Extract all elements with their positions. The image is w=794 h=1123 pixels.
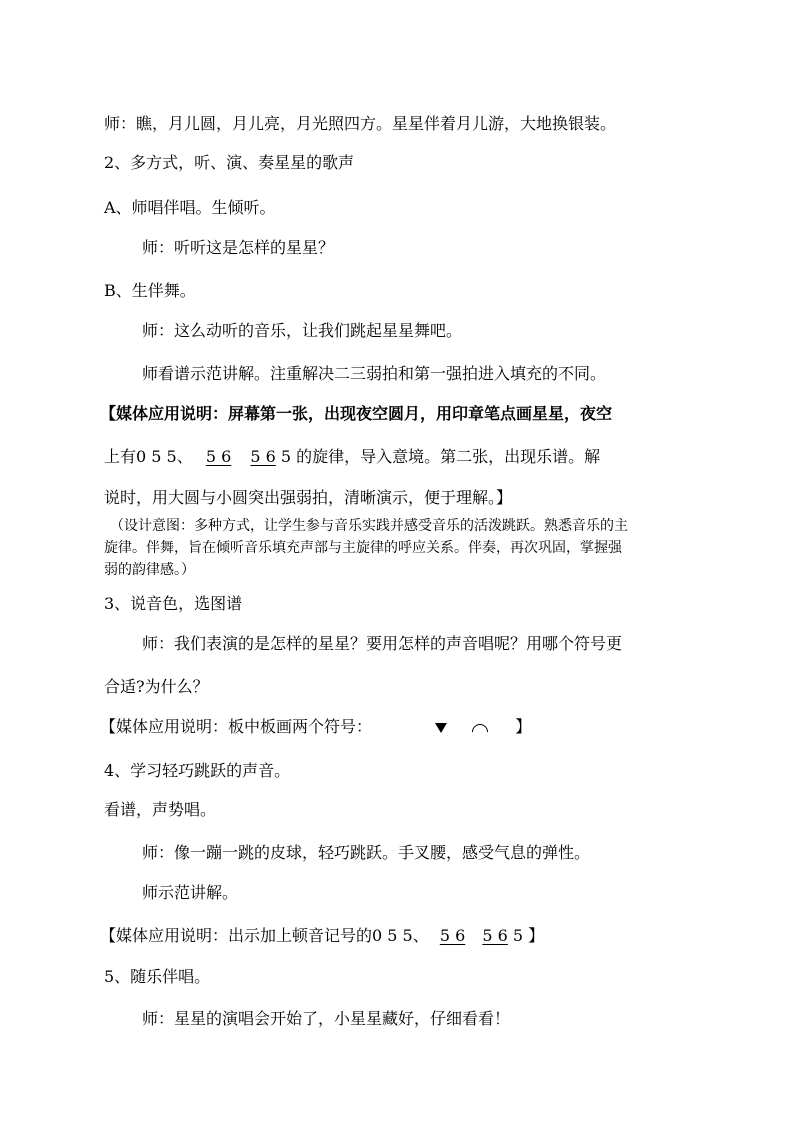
media-note-1b-prefix: 上有0 5 5、 xyxy=(104,447,193,466)
section-2a: A、师唱伴唱。生倾听。 xyxy=(104,198,276,217)
section-3-question-1: 师：我们表演的是怎样的星星？要用怎样的声音唱呢？用哪个符号更 xyxy=(142,634,623,653)
section-3-title: 3、说音色，选图谱 xyxy=(104,594,243,613)
media-note-1b xyxy=(104,446,600,468)
section-4-title: 4、学习轻巧跳跃的声音。 xyxy=(104,761,291,780)
media-note-symbols xyxy=(100,716,531,738)
section-2b: B、生伴舞。 xyxy=(104,281,196,300)
note-group-1: 5 6 xyxy=(205,447,232,466)
media-note-staccato xyxy=(100,925,544,947)
media-note-1a: 【媒体应用说明：屏幕第一张，出现夜空圆月，用印章笔点画星星，夜空 xyxy=(100,404,613,423)
teacher-demo: 师看谱示范讲解。注重解决二三弱拍和第一强拍进入填充的不同。 xyxy=(142,364,607,383)
staccato-triangle-icon xyxy=(435,723,447,733)
note-group-4: 5 6 xyxy=(482,926,508,945)
slur-arc-icon xyxy=(472,724,488,732)
media-note-symbols-end: 】 xyxy=(515,717,532,736)
media-note-staccato-prefix: 【媒体应用说明：出示加上顿音记号的0 5 5、 xyxy=(100,926,429,945)
section-2-title: 2、多方式，听、演、奏星星的歌声 xyxy=(104,153,355,172)
section-4-teacher-2: 师示范讲解。 xyxy=(142,883,239,902)
section-3-question-2: 合适?为什么？ xyxy=(104,677,209,696)
teacher-line-moon: 师：瞧，月儿圆，月儿亮，月光照四方。星星伴着月儿游，大地换银装。 xyxy=(104,114,617,133)
media-note-1b-suffix: 5 的旋律，导入意境。第二张，出现乐谱。解 xyxy=(280,447,601,466)
design-intent-3: 弱的韵律感。） xyxy=(104,562,195,578)
media-note-staccato-suffix: 5 】 xyxy=(512,926,545,945)
section-4-teacher-1: 师：像一蹦一跳的皮球，轻巧跳跃。手叉腰，感受气息的弹性。 xyxy=(142,843,591,862)
section-4-sub: 看谱，声势唱。 xyxy=(104,800,217,819)
design-intent-2: 旋律。伴舞，旨在倾听音乐填充声部与主旋律的呼应关系。伴奏，再次巩固，掌握强 xyxy=(104,540,622,556)
section-5-title: 5、随乐伴唱。 xyxy=(104,967,211,986)
note-group-2: 5 6 xyxy=(250,447,276,466)
design-intent-1: （设计意图：多种方式，让学生参与音乐实践并感受音乐的活泼跳跃。熟悉音乐的主 xyxy=(110,518,628,534)
media-note-1c: 说时，用大圆与小圆突出强弱拍，清晰演示，便于理解。】 xyxy=(104,488,513,507)
teacher-question: 师：听听这是怎样的星星？ xyxy=(142,238,335,257)
section-5-teacher: 师：星星的演唱会开始了，小星星藏好，仔细看看！ xyxy=(142,1009,511,1028)
note-group-3: 5 6 xyxy=(439,926,466,945)
media-note-symbols-text: 【媒体应用说明：板中板画两个符号： xyxy=(100,717,373,736)
teacher-dance: 师：这么动听的音乐，让我们跳起星星舞吧。 xyxy=(142,321,463,340)
